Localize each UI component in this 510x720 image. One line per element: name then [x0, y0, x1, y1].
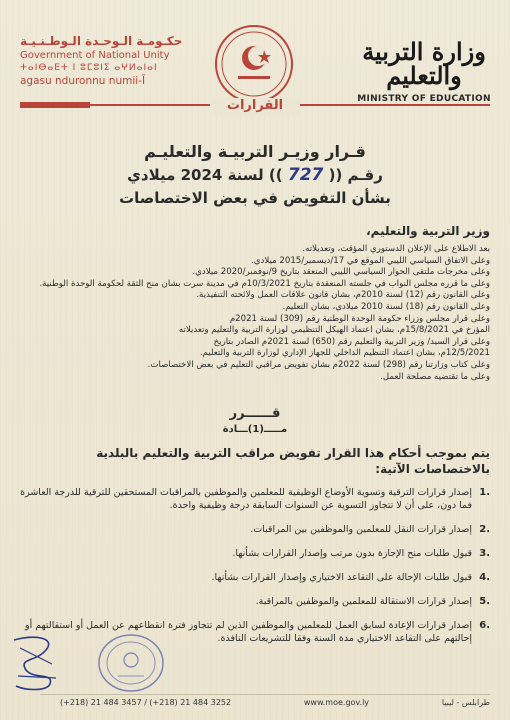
item-number: .1	[479, 487, 490, 498]
list-item	[18, 547, 490, 560]
item-number: .4	[479, 572, 490, 583]
item-text: إصدار قرارات الاستقالة للمعلمين والموظفين بالمراقبة.	[255, 596, 472, 607]
government-header	[20, 34, 210, 87]
list-item	[18, 595, 490, 608]
preamble-line: وعلى مخرجات ملتقى الحوار السياسي الليبي المنعقد بتاريخ 9/نوفمبر/2020 ميلادي.	[192, 267, 490, 278]
item-text: إصدار قرارات النقل للمعلمين والموظفين بين المراقبات.	[250, 524, 472, 535]
list-item	[18, 523, 490, 536]
article-intro: يتم بموجب أحكام هذا القرار تفويض مراقب التربية والتعليم بالبلدية بالاختصاصات الآتية:	[96, 446, 490, 476]
preamble-line: بعد الاطلاع على الإعلان الدستوري المؤقت، وتعديلاته.	[302, 244, 490, 254]
government-name-english: Government of National Unity	[20, 50, 170, 61]
government-name-amazigh-latin: agasu nduronnu numii-Ī	[20, 75, 146, 87]
signature-icon	[6, 628, 66, 698]
decision-number: 727	[287, 165, 324, 185]
preamble-line: وعلى كتاب وزارتنا رقم (298) لسنة 2022م بشأن تفويض مراقبي التعليم في بعض الاختصاصات.	[147, 359, 490, 370]
ministry-header	[354, 37, 494, 104]
official-stamp-icon	[96, 632, 166, 694]
article-heading: مـــــ(1)ـــادة	[222, 424, 288, 435]
preamble-line: وعلى القانون رقم (18) لسنة 2010 ميلادي، بشأن التعليم.	[282, 301, 490, 312]
item-number: .2	[479, 524, 490, 535]
title-line-3: بشأن التفويض في بعض الاختصاصات	[119, 189, 391, 207]
decision-title	[40, 142, 470, 207]
footer	[60, 698, 490, 707]
list-item	[18, 486, 490, 512]
item-number: .5	[479, 596, 490, 607]
footer-city: طرابلس - ليبيا	[441, 698, 490, 707]
decision-heading: قــــــرر	[229, 406, 281, 421]
preamble-line: وعلى الاتفاق السياسي الليبي الموقع في 17/ديسمبر/2015 ميلادي.	[251, 255, 490, 266]
government-name-arabic: حكـومـة الـوحـدة الـوطـنـيـة	[20, 34, 183, 48]
preamble-line: وعلى قرار السيد/ وزير التربية والتعليم رقم (650) لسنة 2021م الصادر بتاريخ	[213, 336, 490, 347]
item-text: إصدار قرارات الترقية وتسوية الأوضاع الوظيفية للمعلمين والموظفين بالمراقبات المستحقين للترقية للدرجة العاشرة فما دون، على أن لا تتجاوز التسوية عن السنوات السابقة درجة وظيفية واحدة.	[20, 487, 472, 511]
preamble-line: المؤرخ في 15/8/2021م، بشأن اعتماد الهيكل التنظيمي لوزارة التربية والتعليم وتعديلاته	[178, 325, 490, 336]
title-number-suffix: )) لسنة 2024 ميلادي	[127, 166, 283, 184]
preamble	[20, 244, 490, 383]
title-line-2	[40, 165, 470, 185]
footer-website: www.moe.gov.ly	[303, 698, 370, 707]
national-emblem-icon	[212, 22, 296, 106]
powers-list	[18, 486, 490, 656]
ministry-name-english: MINISTRY OF EDUCATION	[357, 94, 491, 104]
preamble-line: وعلى ما تقتضيه مصلحة العمل.	[380, 371, 490, 382]
government-name-tifinagh: ⵜⴰⵏⴱⴰⴹⵜ ⵏ ⵓⵎⵓⵏⵉ ⴰⵖⵍⴰⵏⴰⵏ	[20, 63, 158, 73]
preamble-line: وعلى ما قرره مجلس النواب في جلسته المنعقدة بتاريخ 10/3/2021م في مدينة سرت بشأن منح الثقة لحكومة الوحدة الوطنية.	[39, 278, 490, 289]
footer-divider	[40, 694, 490, 695]
list-item	[18, 619, 490, 645]
title-number-prefix: رقـم ((	[328, 166, 383, 184]
title-line-1: قـرار وزيـر التربيـة والتعليـم	[144, 142, 366, 161]
item-number: .3	[479, 548, 490, 559]
section-label: القرارات	[210, 98, 300, 116]
footer-phone: (+218) 21 484 3457 / (+218) 21 484 3252	[60, 698, 232, 707]
minister-heading: وزير التربية والتعليم،	[366, 224, 490, 238]
item-text: قبول طلبات الإحالة على التقاعد الاختياري وإصدار القرارات بشأنها.	[211, 572, 472, 583]
item-text: قبول طلبات منح الإجازة بدون مرتب وإصدار القرارات بشأنها.	[232, 548, 472, 559]
ministry-name-arabic: وزارة التربية والتعليم	[362, 37, 486, 90]
list-item	[18, 571, 490, 584]
preamble-line: وعلى القانون رقم (12) لسنة 2010م، بشأن قانون علاقات العمل ولائحته التنفيذية.	[196, 290, 490, 301]
item-text: إصدار قرارات الإعادة لسابق العمل للمعلمين والموظفين الذين لم تتجاوز فترة انقطاعهم عن العمل أو استقالتهم أو إحالتهم على التقاعد الاختياري مدة السنة وفقا للتشريعات النافذة.	[24, 620, 472, 644]
preamble-line: وعلى قرار مجلس وزراء حكومة الوحدة الوطنية رقم (309) لسنة 2021م	[229, 313, 490, 324]
item-number: .6	[479, 620, 490, 631]
header-divider-accent	[20, 102, 90, 108]
preamble-line: 12/5/2021م، بشأن اعتماد التنظيم الداخلي للجهاز الإداري لوزارة التربية والتعليم.	[199, 348, 490, 359]
